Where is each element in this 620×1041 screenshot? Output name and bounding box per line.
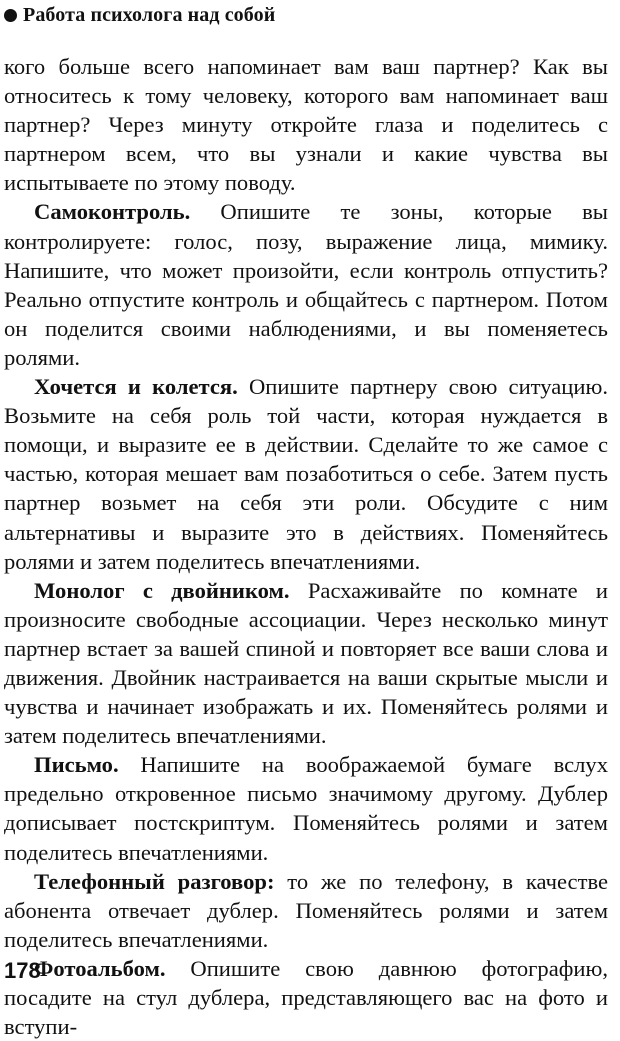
paragraph-pismo	[4, 750, 608, 866]
paragraph-term: Монолог с двойником.	[34, 577, 290, 603]
paragraph-text: Опишите те зоны, которые вы контролируете: голос, позу, выражение лица, мимику. Напишите, что может произойти, если контроль отпустить? Реально отпустите контроль и общайтесь с партнером. Потом он поделится своими наблюдениями, и вы поменяетесь ролями.	[4, 199, 608, 370]
paragraph-text: Расхаживайте по комнате и произносите свободные ассоциации. Через несколько минут партнер встает за вашей спиной и повторяет все ваши слова и движения. Двойник настраивается на ваши скрытые мысли и чувства и начинает изображать и их. Поменяйтесь ролями и затем поделитесь впечатлениями.	[4, 577, 608, 749]
paragraph-text: Опишите свою давнюю фотографию, посадите на стул дублера, представляющего вас на фото и вступи-	[4, 955, 608, 1040]
paragraph-text: кого больше всего напоминает вам ваш партнер? Как вы относитесь к тому человеку, которого вам напоминает ваш партнер? Через минуту откройте глаза и поделитесь с партнером всем, что вы узнали и какие чувства вы испытываете по этому поводу.	[4, 54, 608, 196]
paragraph-term: Фотоальбом.	[34, 955, 166, 981]
paragraph-term: Самоконтроль.	[34, 199, 191, 225]
paragraph-text: то же по телефону, в качестве абонента отвечает дублер. Поменяйтесь ролями и затем поделитесь впечатлениями.	[4, 868, 609, 952]
paragraph-monolog	[4, 576, 608, 751]
paragraph-continuation	[4, 52, 608, 197]
paragraph-text: Опишите партнеру свою ситуацию. Возьмите на себя роль той части, которая нуждается в помощи, и выразите ее в действии. Сделайте то же самое с частью, которая мешает вам позаботиться о себе. Затем пусть партнер возьмет на себя эти роли. Обсудите с ним альтернативы и выразите это в действиях. Поменяйтесь ролями и затем поделитесь впечатлениями.	[4, 374, 608, 574]
page-number: 178	[4, 958, 41, 983]
paragraph-khochetsya	[4, 372, 608, 576]
body-text	[4, 52, 608, 1041]
running-head	[4, 2, 275, 28]
paragraph-term: Хочется и колется.	[34, 374, 238, 400]
paragraph-samokontrol	[4, 197, 608, 372]
bullet-icon	[4, 9, 17, 22]
paragraph-text: Напишите на воображаемой бумаге вслух предельно откровенное письмо значимому другому. Дублер дописывает постскриптум. Поменяйтесь ролями и затем поделитесь впечатлениями.	[4, 752, 608, 865]
paragraph-telefon	[4, 867, 608, 954]
paragraph-term: Письмо.	[34, 752, 119, 778]
running-title: Работа психолога над собой	[23, 3, 276, 26]
paragraph-fotoalbom	[4, 954, 608, 1041]
paragraph-term: Телефонный разговор:	[34, 868, 275, 894]
